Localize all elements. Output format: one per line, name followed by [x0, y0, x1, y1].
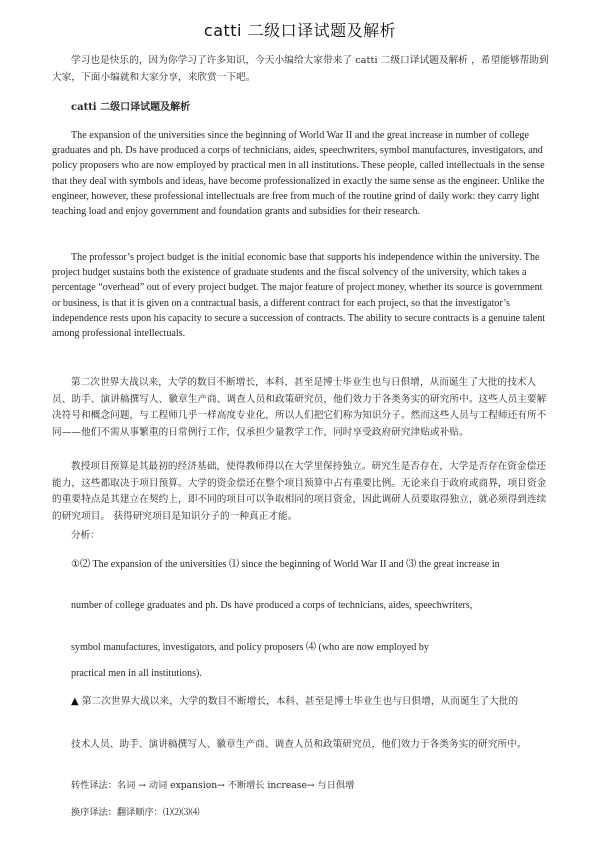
page-title: catti 二级口译试题及解析 — [203, 21, 397, 40]
section-heading: catti 二级口译试题及解析 — [71, 102, 191, 113]
analysis-line-2: number of college graduates and ph. Ds have produced a corps of technicians, aides, speechwriters, — [71, 600, 473, 611]
intro-paragraph: 学习也是快乐的，因为你学习了许多知识，今天小编给大家带来了 catti 二级口译试题及解析 ，希望能够帮助到大家，下面小编就和大家分享，来欣赏一下吧。 — [52, 55, 549, 83]
translation-line-2: 技术人员、助手、演讲稿撰写人、徽章生产商、调查人员和政策研究员，他们效力于各类务实的研究所中。 — [71, 739, 527, 750]
analysis-line-4: practical men in all institutions). — [71, 668, 202, 679]
english-paragraph-1: The expansion of the universities since the beginning of World War II and the great increase in number of college graduates and ph. Ds have produced a corps of technicians, aides, speechwriters, symbol manufactures, investigators, and policy proposers who are now employed by practical men in all institutions. These people, called intellectuals in the sense that they deal with symbols and ideas, have become professionalized in exactly the same sense as the engineer. Unlike the engineer, however, these professional intellectuals are free from much of the routine grind of daily work: they carry light teaching load and enjoy government and foundation grants and subsidies for their research. — [52, 130, 545, 218]
conversion-method: 转性译法：名词 → 动词 expansion→ 不断增长 increase→ 与日俱增 — [71, 780, 355, 791]
analysis-line-3: symbol manufactures, investigators, and policy proposers ⑷ (who are now employed by — [71, 642, 429, 653]
chinese-paragraph-1: 第二次世界大战以来，大学的数目不断增长，本科、甚至是博士毕业生也与日俱增，从而诞生了大批的技术人员、助手、演讲稿撰写人、徽章生产商、调查人员和政策研究员，他们效力于各类务实的研究所中。这些人员主要解决符号和概念问题，与工程师几乎一样高度专业化，所以人们把它们称为知识分子。然而这些人员与工程师还有所不同——他们不需从事繁重的日常例行工作，仅承担少量教学工作，同时享受政府研究津贴或补贴。 — [52, 377, 547, 438]
reorder-method: 换序译法：翻译顺序：⑴⑵⑶⑷ — [71, 807, 200, 818]
translation-block-1 — [52, 694, 552, 711]
triangle-marker-icon: ▲ — [71, 696, 79, 707]
analysis-line-1: ①⑵ The expansion of the universities ⑴ since the beginning of World War II and ⑶ the great increase in — [71, 559, 500, 570]
translation-line-1: 第二次世界大战以来，大学的数目不断增长，本科、甚至是博士毕业生也与日俱增，从而诞生了大批的 — [81, 696, 519, 707]
chinese-paragraph-2: 教授项目预算是其最初的经济基础，使得教师得以在大学里保持独立。研究生是否存在，大学是否存在资金偿还能力，这些都取决于项目预算。大学的资金偿还在整个项目预算中占有重要比例。无论来自于政府或商界，项目资金的重要特点是其建立在契约上，即不同的项目可以争取相同的项目资金，因此调研人员要取得独立，就必须得到连续的研究项目。 获得研究项目是知识分子的一种真正才能。 — [52, 461, 547, 522]
analysis-label: 分析： — [71, 530, 100, 541]
english-paragraph-2: The professor’s project budget is the initial economic base that supports his independence within the university. The project budget sustains both the existence of graduate students and the fiscal solvency of the university, which takes a percentage “overhead” out of every project budget. The major feature of project money, whether its source is government or business, is that it is given on a contractual basis, a different contract for each project, so that the investigator’s independence rests upon his capacity to secure a succession of contracts. The ability to secure contracts is a genuine talent among professional intellectuals. — [52, 252, 546, 340]
